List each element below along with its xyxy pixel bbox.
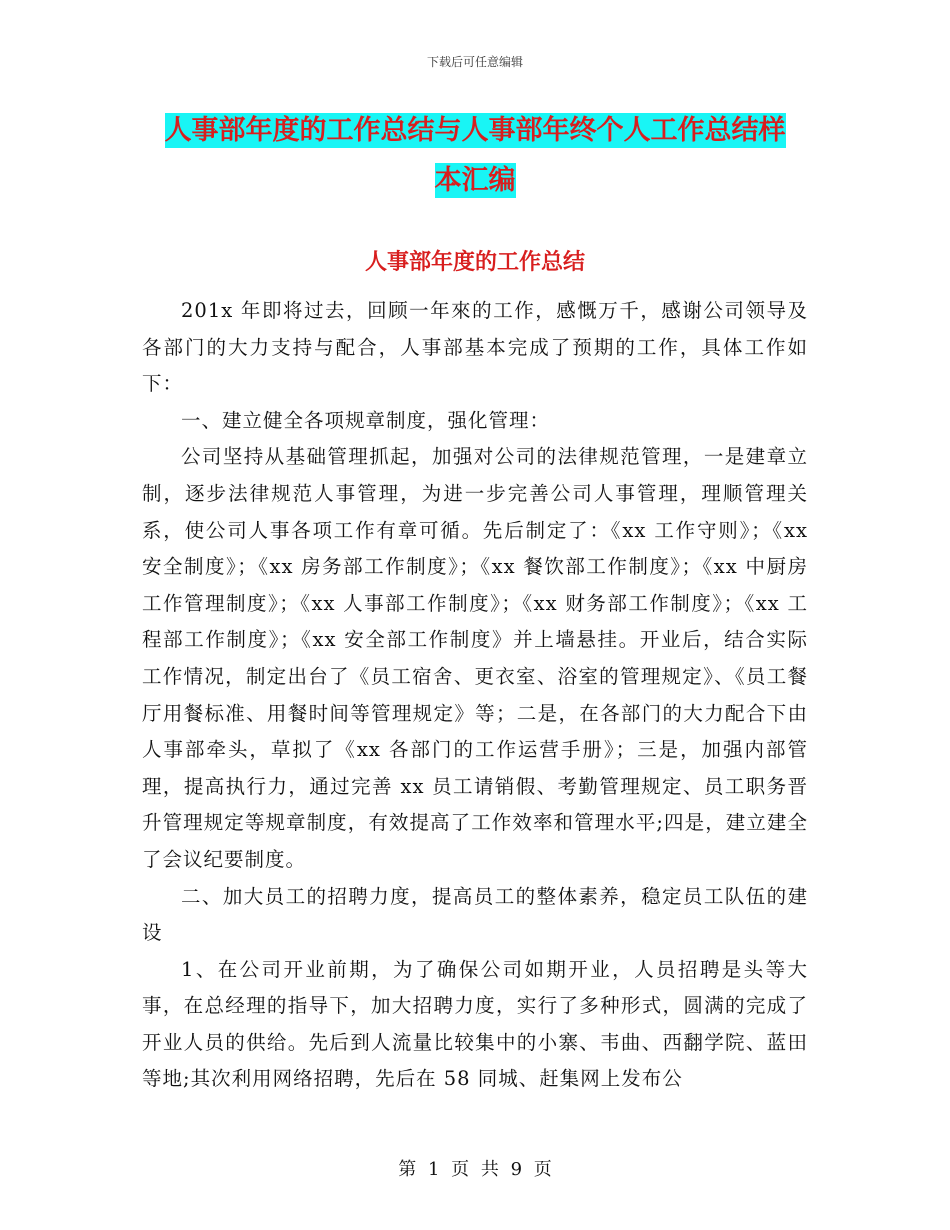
paragraph-recruitment: 1、在公司开业前期，为了确保公司如期开业，人员招聘是头等大事，在总经理的指导下，加大招聘力度，实行了多种形式，圆满的完成了开业人员的供给。先后到人流量比较集中的小寨、韦曲、西翻学院、蓝田等地;其次利用网络招聘，先后在 58 同城、赶集网上发布公 [142, 957, 808, 1091]
section-title: 人事部年度的工作总结 [364, 250, 585, 275]
document-title-line1: 人事部年度的工作总结与人事部年终个人工作总结样 [164, 115, 786, 146]
page-footer: 第 1 页 共 9 页 [398, 1159, 552, 1180]
heading-one: 一、建立健全各项规章制度，强化管理： [181, 408, 551, 432]
heading-two: 二、加大员工的招聘力度，提高员工的整体素养，稳定员工队伍的建设 [142, 884, 808, 945]
document-title [140, 106, 810, 206]
body-text [142, 293, 808, 1098]
paragraph-rules: 公司坚持从基础管理抓起，加强对公司的法律规范管理，一是建章立制，逐步法律规范人事管理，为进一步完善公司人事管理，理顺管理关系，使公司人事各项工作有章可循。先后制定了：《xx 工作守则》；《xx 安全制度》；《xx 房务部工作制度》；《xx 餐饮部工作制度》；《xx 中厨房工作管理制度》；《xx 人事部工作制度》；《xx 财务部工作制度》；《xx 工程部工作制度》；《xx 安全部工作制度》并上墙悬挂。开业后，结合实际工作情况，制定出台了《员工宿舍、更衣室、浴室的管理规定》、《员工餐厅用餐标准、用餐时间等管理规定》等；二是，在各部门的大力配合下由人事部牵头，草拟了《xx 各部门的工作运营手册》；三是，加强内部管理，提高执行力，通过完善 xx 员工请销假、考勤管理规定、员工职务晋升管理规定等规章制度，有效提高了工作效率和管理水平;四是，建立建全了会议纪要制度。 [142, 445, 808, 871]
paragraph-intro: 201x 年即将过去，回顾一年來的工作，感慨万千，感谢公司领导及各部门的大力支持与配合，人事部基本完成了预期的工作，具体工作如下： [142, 299, 808, 396]
header-note: 下载后可任意编辑 [426, 55, 523, 69]
document-title-line2: 本汇编 [434, 165, 516, 196]
